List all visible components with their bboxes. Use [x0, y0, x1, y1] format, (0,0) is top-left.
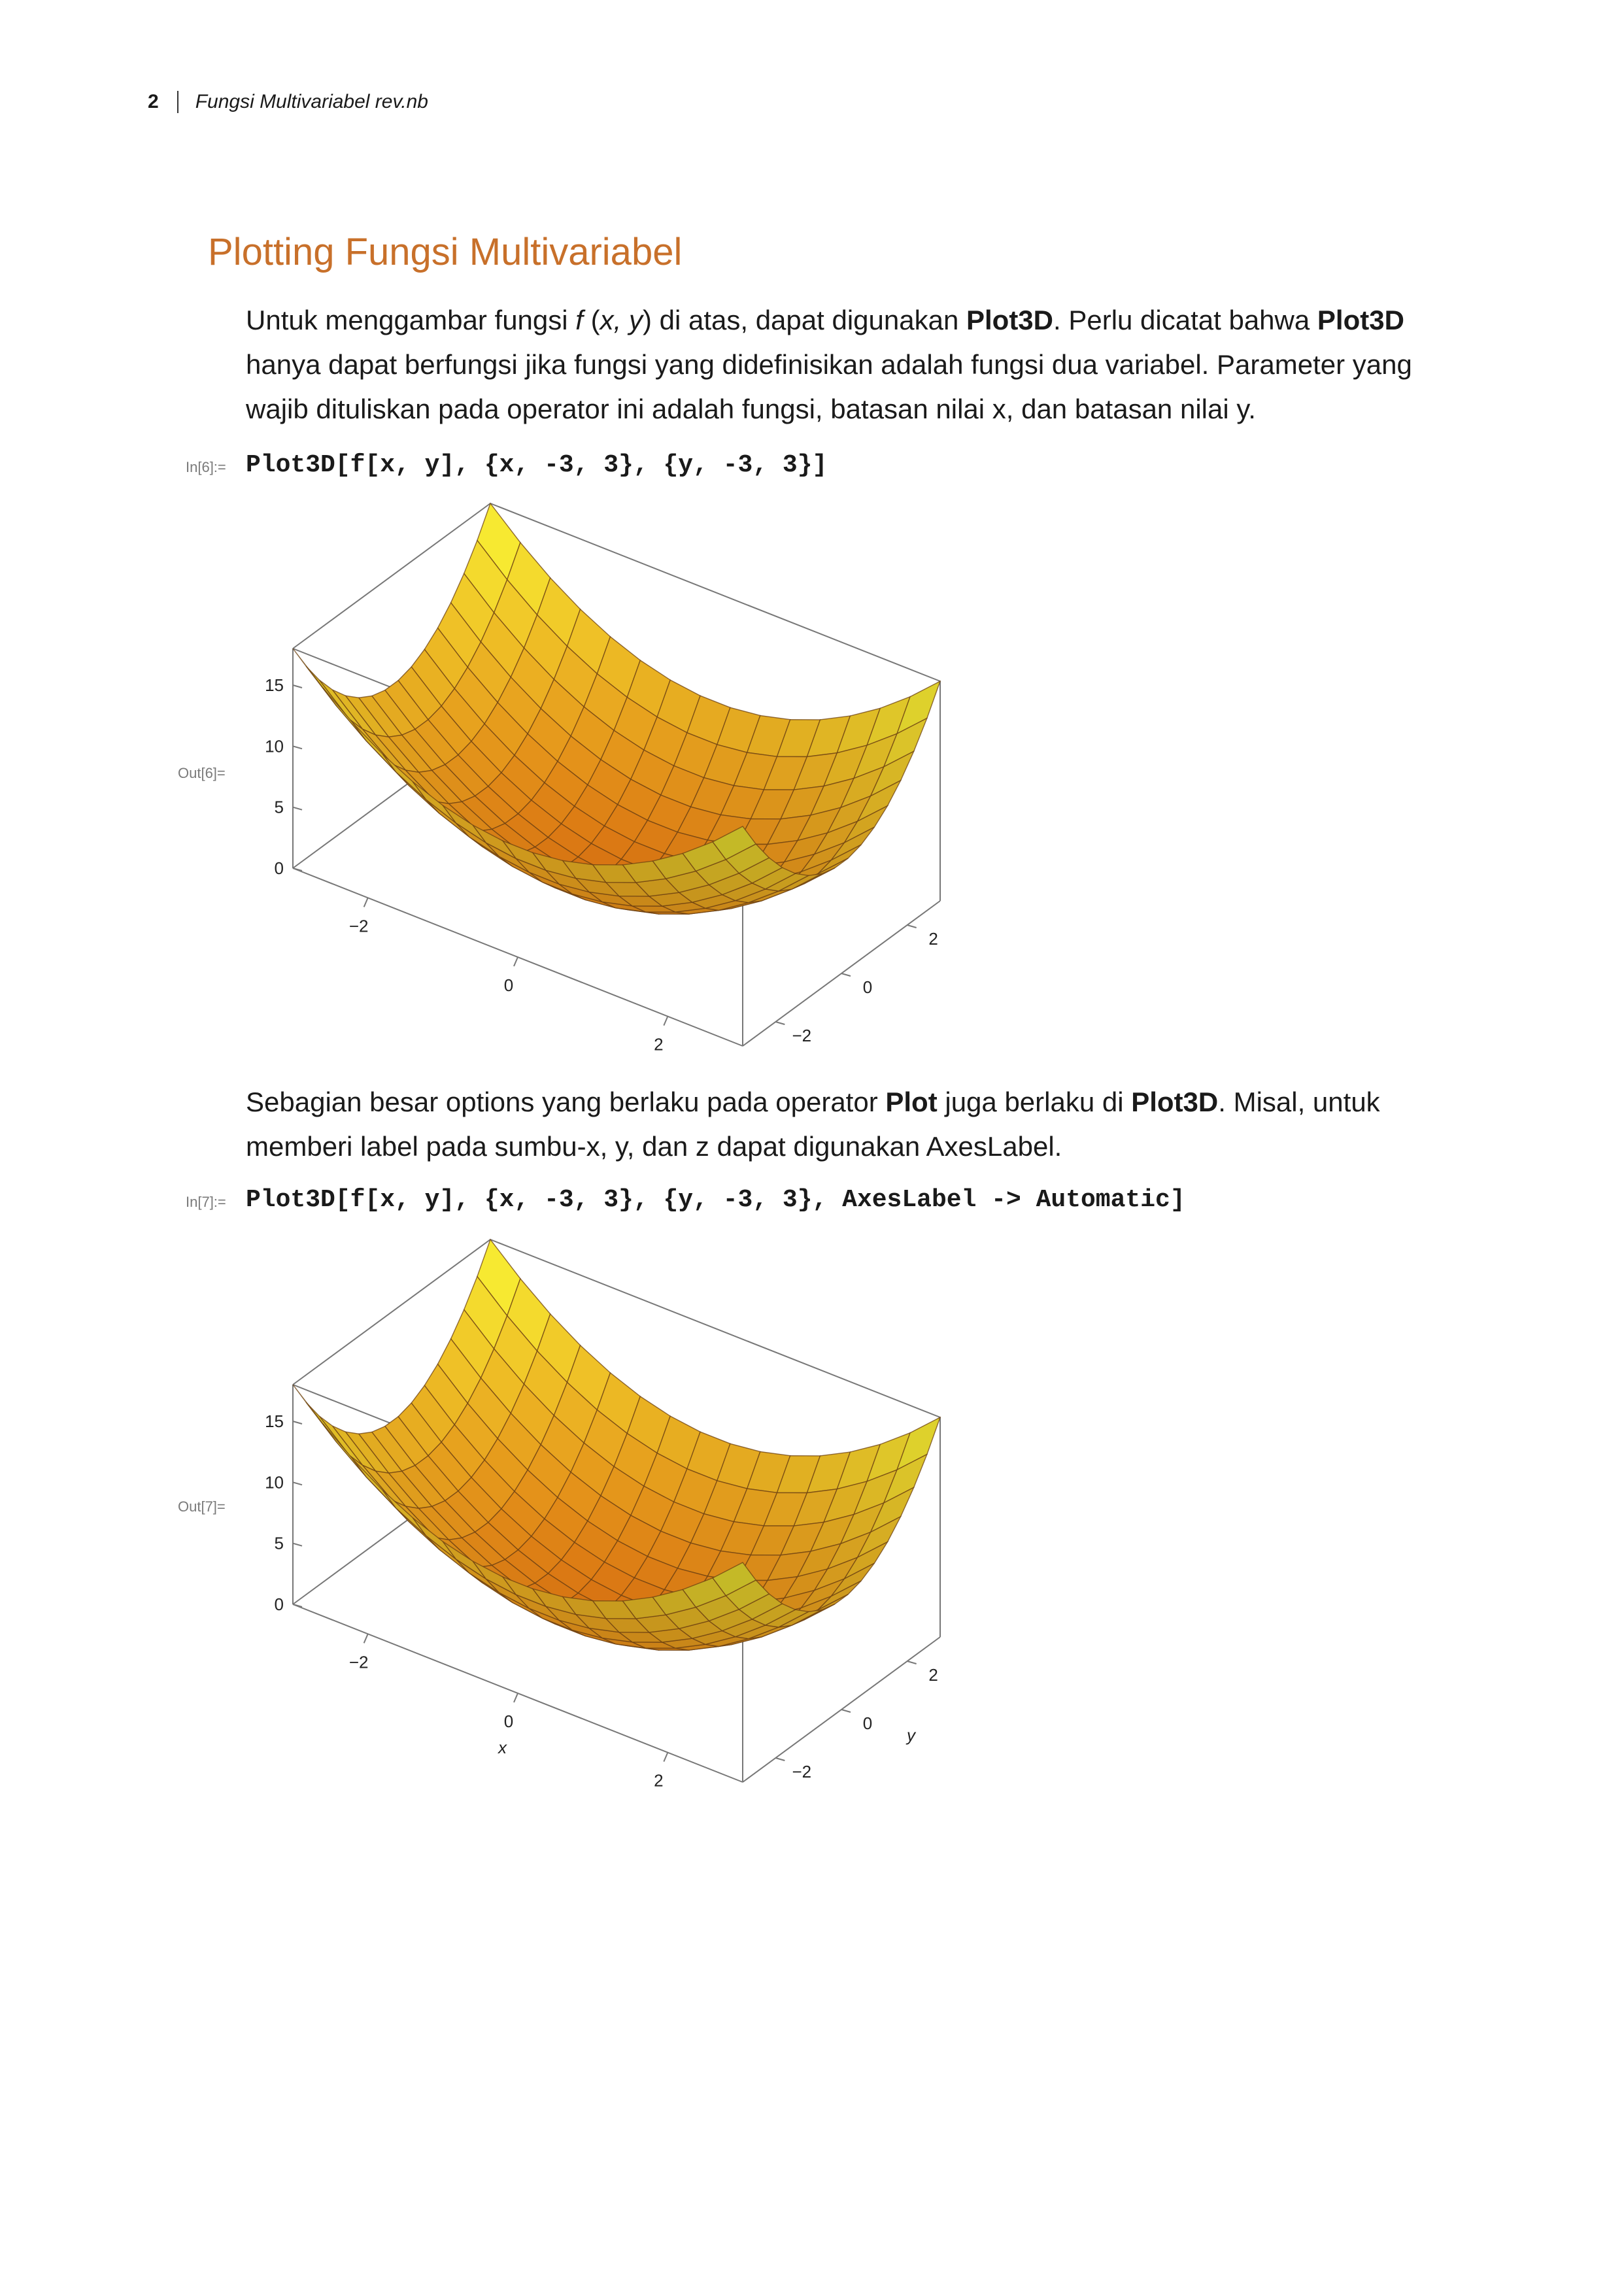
- plot-2-z-tick-15: 15: [265, 1411, 284, 1431]
- plot-1-z-tick-5: 5: [274, 797, 284, 817]
- plot-2-x-tick-neg2: −2: [348, 1652, 369, 1672]
- plot-1-y-tick-0: 0: [862, 977, 873, 997]
- x-tick-mark: [364, 1634, 368, 1643]
- plot-2-surface: [293, 1240, 940, 1650]
- plot-2-y-tick-neg2: −2: [792, 1762, 812, 1781]
- in-label-1: In[6]:=: [186, 459, 226, 475]
- p2-bold-2: Plot3D: [1131, 1087, 1219, 1117]
- plot-2-y-axis-label: y: [907, 1725, 915, 1745]
- plot-2-x-tick-2: 2: [654, 1770, 664, 1791]
- x-tick-mark: [514, 1693, 518, 1702]
- plot-2-x-axis-label: x: [498, 1738, 507, 1757]
- p1-text-2: (: [583, 305, 600, 335]
- y-tick-mark: [841, 1710, 851, 1712]
- plot-1-z-tick-15: 15: [265, 675, 284, 695]
- out-label-2: Out[7]=: [178, 1498, 226, 1515]
- plot-2-y-tick-2: 2: [928, 1665, 938, 1685]
- p2-bold-1: Plot: [885, 1087, 938, 1117]
- p1-text-5: hanya dapat berfungsi jika fungsi yang didefinisikan adalah fungsi dua variabel. Parameter yang wajib dituliskan pada operator ini adalah fungsi, batasan nilai x, dan batasan nilai y.: [246, 349, 1412, 424]
- x-tick-mark: [664, 1753, 668, 1762]
- section-title: Plotting Fungsi Multivariabel: [208, 231, 683, 273]
- y-tick-mark: [775, 1758, 785, 1761]
- p1-bold-1: Plot3D: [966, 305, 1053, 335]
- p1-bold-2: Plot3D: [1317, 305, 1404, 335]
- p1-text-1: Untuk menggambar fungsi: [246, 305, 576, 335]
- p1-vars: x, y: [600, 305, 643, 335]
- page-number: 2: [148, 91, 159, 112]
- out-label-1: Out[6]=: [178, 765, 226, 781]
- p2-text-2: juga berlaku di: [937, 1087, 1132, 1117]
- p1-text-3: ) di atas, dapat digunakan: [642, 305, 966, 335]
- z-tick-mark: [293, 1543, 302, 1546]
- plot-1-z-tick-0: 0: [274, 858, 284, 878]
- input-code-2[interactable]: Plot3D[f[x, y], {x, -3, 3}, {y, -3, 3}, AxesLabel -> Automatic]: [246, 1186, 1185, 1214]
- z-tick-mark: [293, 1482, 302, 1485]
- plot-2-z-tick-10: 10: [265, 1472, 284, 1493]
- notebook-title: Fungsi Multivariabel rev.nb: [195, 91, 428, 112]
- p1-text-4: . Perlu dicatat bahwa: [1053, 305, 1317, 335]
- p2-text-3: . Misal, untuk memberi label pada sumbu-x, y, dan z dapat digunakan AxesLabel.: [246, 1087, 1380, 1162]
- p2-text-1: Sebagian besar options yang berlaku pada operator: [246, 1087, 886, 1117]
- plot-1-y-tick-2: 2: [928, 929, 938, 949]
- plot-1-x-tick-neg2: −2: [348, 916, 369, 936]
- in-label-2: In[7]:=: [186, 1194, 226, 1210]
- plot-2-z-tick-5: 5: [274, 1533, 284, 1553]
- p1-func: f: [575, 305, 583, 335]
- z-tick-mark: [293, 1421, 302, 1424]
- plot-1-x-tick-0: 0: [503, 975, 514, 995]
- plot-1-y-tick-neg2: −2: [792, 1026, 812, 1045]
- plot-2-y-tick-0: 0: [862, 1713, 873, 1733]
- plot-2-x-tick-0: 0: [503, 1712, 514, 1731]
- input-code-1[interactable]: Plot3D[f[x, y], {x, -3, 3}, {y, -3, 3}]: [246, 451, 828, 479]
- plot-2-z-tick-0: 0: [274, 1594, 284, 1614]
- plot-1-z-tick-10: 10: [265, 736, 284, 756]
- y-tick-mark: [907, 1661, 917, 1664]
- plot-1-x-tick-2: 2: [654, 1034, 664, 1054]
